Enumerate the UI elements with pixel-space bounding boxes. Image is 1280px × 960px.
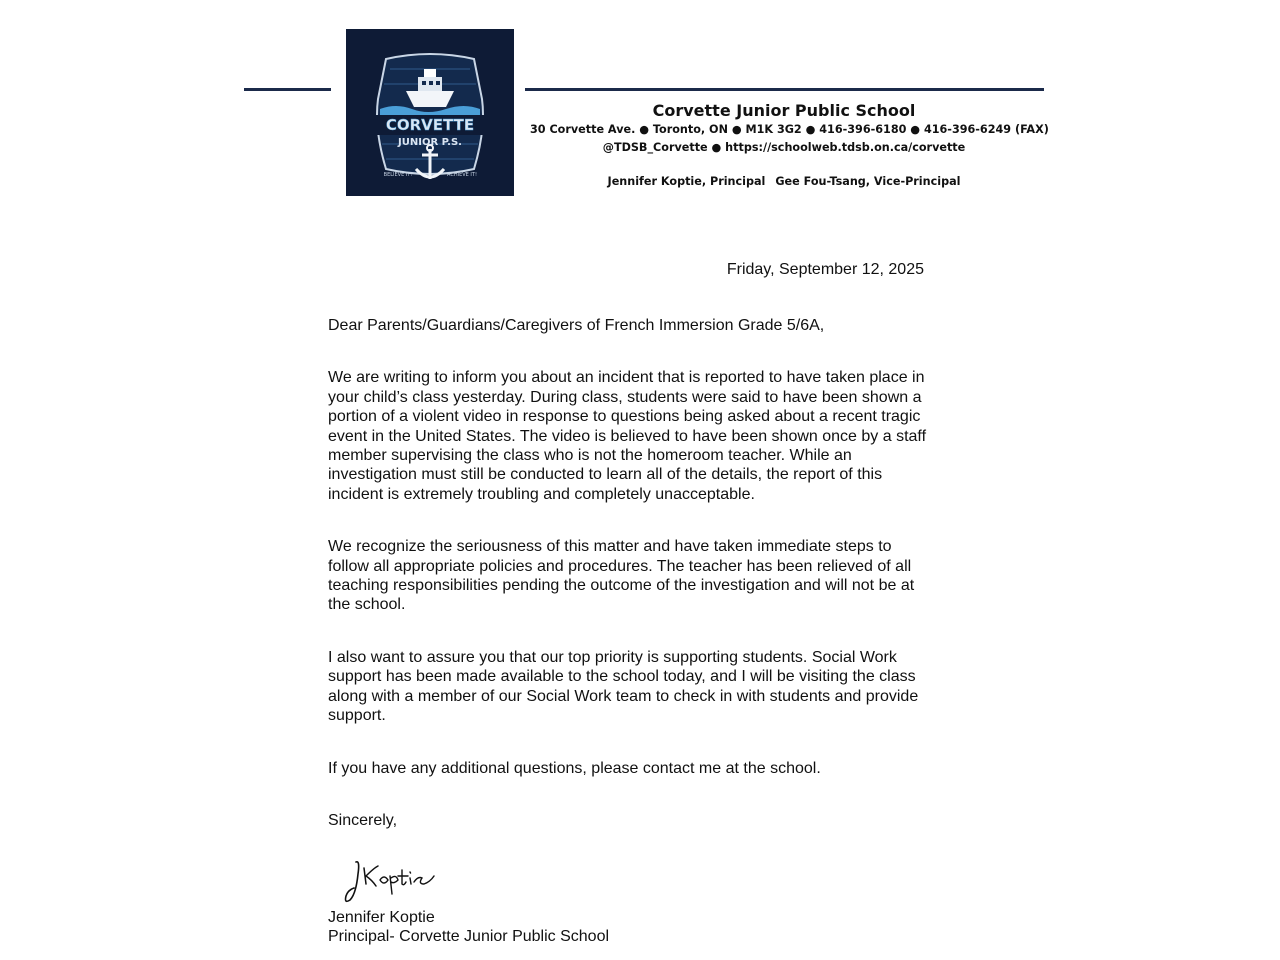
handwritten-signature <box>338 854 448 910</box>
paragraph: I also want to assure you that our top priority is supporting students. Social Work support has been made available to the school today, and I will be visiting the class along with a member of our Social Work team to check in with students and provide support. <box>328 648 919 725</box>
ship-and-anchor-icon <box>346 29 514 196</box>
signoff-block <box>328 908 609 947</box>
signer-title: Principal- Corvette Junior Public School <box>328 928 610 946</box>
signature-icon <box>338 854 448 910</box>
address-line: 30 Corvette Ave. ● Toronto, ON ● M1K 3G2 ● 416-396-6180 ● 416-396-6249 (FAX) <box>530 123 1049 136</box>
paragraph: We are writing to inform you about an incident that is reported to have taken place in your child’s class yesterday. During class, students were said to have been shown a portion of a violent video in response to questions being asked about a recent tragic event in the United States. The video is believed to have been shown once by a staff member supervising the class who is not the homeroom teacher. While an investigation must still be conducted to learn all of the details, the report of this incident is extremely troubling and completely unacceptable. <box>328 369 927 503</box>
salutation: Dear Parents/Guardians/Caregivers of French Immersion Grade 5/6A, <box>328 317 825 334</box>
logo-motto-left: BELIEVE IT! <box>383 172 413 178</box>
header-rule-left <box>244 88 331 91</box>
logo-motto-right: ACHIEVE IT! <box>447 172 477 178</box>
school-name: Corvette Junior Public School <box>652 101 916 120</box>
letter-date: Friday, September 12, 2025 <box>726 261 924 278</box>
closing: Sincerely, <box>328 811 398 829</box>
logo-name: CORVETTE <box>385 116 475 134</box>
principal-name: Jennifer Koptie, Principal <box>607 175 766 188</box>
letter-body <box>328 316 932 830</box>
letterhead <box>530 100 1049 190</box>
paragraph: If you have any additional questions, please contact me at the school. <box>328 759 821 777</box>
signer-name: Jennifer Koptie <box>328 909 435 926</box>
web-line: @TDSB_Corvette ● https://schoolweb.tdsb.on.ca/corvette <box>602 141 966 154</box>
header-rule-right <box>525 88 1044 91</box>
school-logo <box>346 29 514 196</box>
vice-principal-name: Gee Fou-Tsang, Vice-Principal <box>775 175 961 188</box>
logo-subtitle: JUNIOR P.S. <box>398 137 462 148</box>
staff-line <box>530 174 1038 190</box>
paragraph: We recognize the seriousness of this matter and have taken immediate steps to follow all appropriate policies and procedures. The teacher has been relieved of all teaching responsibilities pending the outcome of the investigation and will not be at the school. <box>328 538 915 614</box>
